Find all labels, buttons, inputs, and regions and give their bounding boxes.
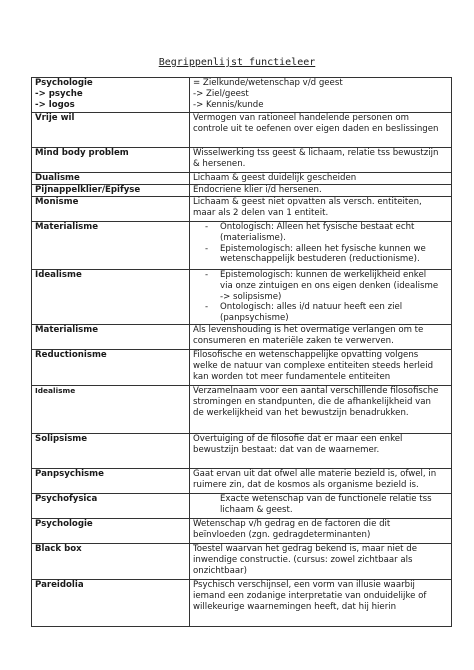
definition-text: & hersenen.	[193, 158, 246, 169]
term-text: Dualisme	[35, 173, 80, 183]
bullet-text: - Epistemologisch: alleen het fysische kunnen we	[220, 243, 426, 254]
definition-text: ruimere zin, dat de kosmos als organisme bezield is.	[193, 479, 419, 490]
glossary-row	[32, 579, 452, 626]
term-cell	[32, 324, 190, 349]
term-text: Reductionisme	[35, 349, 107, 360]
definition-text: iemand een zodanige interpretatie van onduidelijke of	[193, 590, 427, 601]
glossary-row	[32, 197, 452, 222]
definition-text: Toestel waarvan het gedrag bekend is, maar niet de	[193, 543, 418, 554]
glossary-row	[32, 148, 452, 173]
definition-cell	[190, 433, 452, 468]
glossary-row	[32, 173, 452, 185]
term-cell	[32, 270, 190, 325]
term-text: Psychologie	[35, 518, 93, 529]
glossary-row	[32, 433, 452, 468]
definition-cell	[190, 148, 452, 173]
term-text: -> logos	[35, 99, 75, 110]
definition-cell	[190, 185, 452, 197]
term-cell	[32, 113, 190, 148]
glossary-row	[32, 185, 452, 197]
term-cell	[32, 468, 190, 493]
term-text: Materialisme	[35, 222, 99, 232]
definition-text: inwendige constructie. (cursus: zowel zichtbaar als	[193, 554, 413, 565]
definition-text: Overtuiging of de filosofie dat er maar een enkel	[193, 433, 403, 444]
term-text: -> psyche	[35, 88, 83, 99]
term-cell	[32, 197, 190, 222]
definition-text: kan worden tot meer fundamentele entiteiten	[193, 371, 391, 382]
definition-text: welke de natuur van complexe entiteiten steeds herleid	[193, 360, 434, 371]
glossary-row	[32, 349, 452, 385]
definition-text: = Zielkunde/wetenschap v/d geest	[193, 78, 343, 88]
glossary-row	[32, 518, 452, 543]
glossary-row	[32, 222, 452, 270]
term-text: Materialisme	[35, 324, 99, 335]
term-text: Monisme	[35, 197, 79, 207]
definition-cell	[190, 173, 452, 185]
glossary-table	[31, 77, 452, 627]
glossary-row	[32, 385, 452, 433]
definition-cell	[190, 349, 452, 385]
definition-cell	[190, 324, 452, 349]
definition-text: Verzamelnaam voor een aantal verschillende filosofische	[193, 385, 439, 396]
definition-text: -> Kennis/kunde	[193, 99, 264, 110]
term-cell	[32, 173, 190, 185]
definition-text: Filosofische en wetenschappelijke opvatting volgens	[193, 349, 419, 360]
definition-cell	[190, 78, 452, 113]
definition-cell	[190, 579, 452, 626]
term-cell	[32, 493, 190, 518]
definition-text: beïnvloeden (zgn. gedragdeterminanten)	[193, 529, 371, 540]
definition-cell	[190, 197, 452, 222]
definition-bullet	[193, 222, 448, 244]
bullet-text: - Ontologisch: alles i/d natuur heeft een ziel	[220, 302, 403, 313]
term-cell	[32, 185, 190, 197]
definition-text: Endocriene klier i/d hersenen.	[193, 185, 322, 195]
definition-bullet	[193, 270, 448, 302]
term-text: Vrije wil	[35, 113, 75, 123]
term-text: Panpsychisme	[35, 468, 104, 479]
glossary-row	[32, 324, 452, 349]
definition-text: Vermogen van rationeel handelende personen om	[193, 113, 409, 123]
definition-cell	[190, 222, 452, 270]
definition-text: Gaat ervan uit dat ofwel alle materie bezield is, ofwel, in	[193, 468, 437, 479]
definition-text: -> Ziel/geest	[193, 88, 249, 99]
definition-text: willekeurige waarnemingen heeft, dat hij hierin	[193, 601, 397, 612]
bullet-text: - Ontologisch: Alleen het fysische bestaat echt	[220, 222, 415, 232]
definition-text: consumeren en materiële zaken te verwerven.	[193, 335, 394, 346]
definition-text: Lichaam & geest duidelijk gescheiden	[193, 173, 357, 183]
definition-text: Als levenshouding is het overmatige verlangen om te	[193, 324, 424, 335]
glossary-row	[32, 468, 452, 493]
definition-text: Exacte wetenschap van de functionele relatie tss	[220, 493, 432, 504]
definition-cell	[190, 468, 452, 493]
term-text: Pareidolia	[35, 579, 84, 590]
term-text: Pijnappelklier/Epifyse	[35, 185, 141, 195]
definition-cell	[190, 493, 452, 518]
bullet-text: - Epistemologisch: kunnen de werkelijkheid enkel	[220, 270, 427, 280]
definition-cell	[190, 113, 452, 148]
bullet-text: (materialisme).	[220, 232, 286, 243]
definition-text: Psychisch verschijnsel, een vorm van illusie waarbij	[193, 579, 415, 590]
definition-text: Lichaam & geest niet opvatten als versch. entiteiten,	[193, 197, 422, 207]
term-text: Idealisme	[35, 385, 76, 395]
definition-text: maar als 2 delen van 1 entiteit.	[193, 207, 329, 218]
term-cell	[32, 78, 190, 113]
term-text: Psychofysica	[35, 493, 98, 504]
term-text: Black box	[35, 543, 82, 554]
term-text: Idealisme	[35, 270, 82, 280]
definition-cell	[190, 543, 452, 579]
definition-text: stromingen en standpunten, die de afhankelijkheid van	[193, 396, 431, 407]
term-cell	[32, 385, 190, 433]
definition-text: bewustzijn bestaat: dat van de waarnemer.	[193, 444, 380, 455]
definition-bullet-list	[193, 270, 448, 324]
definition-bullet	[193, 244, 448, 266]
term-cell	[32, 579, 190, 626]
bullet-text: wetenschappelijk bestuderen (reductionisme).	[220, 254, 420, 265]
bullet-text: via onze zintuigen en ons eigen denken (idealisme	[220, 280, 439, 291]
term-text: Psychologie	[35, 78, 93, 88]
glossary-row	[32, 543, 452, 579]
glossary-row	[32, 113, 452, 148]
definition-bullet-list	[193, 222, 448, 265]
definition-cell	[190, 385, 452, 433]
definition-text: de werkelijkheid van het bewustzijn benadrukken.	[193, 407, 409, 418]
definition-text: Wetenschap v/h gedrag en de factoren die dit	[193, 518, 391, 529]
bullet-text: (panpsychisme)	[220, 313, 289, 324]
glossary-row	[32, 78, 452, 113]
glossary-row	[32, 270, 452, 325]
definition-cell	[190, 270, 452, 325]
term-cell	[32, 433, 190, 468]
definition-cell	[190, 518, 452, 543]
term-text: Solipsisme	[35, 433, 88, 444]
definition-text: controle uit te oefenen over eigen daden en beslissingen	[193, 123, 439, 134]
term-cell	[32, 222, 190, 270]
glossary-body	[32, 78, 452, 627]
bullet-text: -> solipsisme)	[220, 291, 282, 302]
definition-text: onzichtbaar)	[193, 565, 248, 576]
term-cell	[32, 518, 190, 543]
glossary-row	[32, 493, 452, 518]
definition-text: lichaam & geest.	[220, 504, 293, 515]
term-text: Mind body problem	[35, 148, 129, 158]
term-cell	[32, 543, 190, 579]
term-cell	[32, 349, 190, 385]
page-title: Begrippenlijst functieleer	[158, 57, 316, 68]
term-cell	[32, 148, 190, 173]
definition-text: Wisselwerking tss geest & lichaam, relatie tss bewustzijn	[193, 148, 439, 158]
definition-bullet	[193, 302, 448, 324]
